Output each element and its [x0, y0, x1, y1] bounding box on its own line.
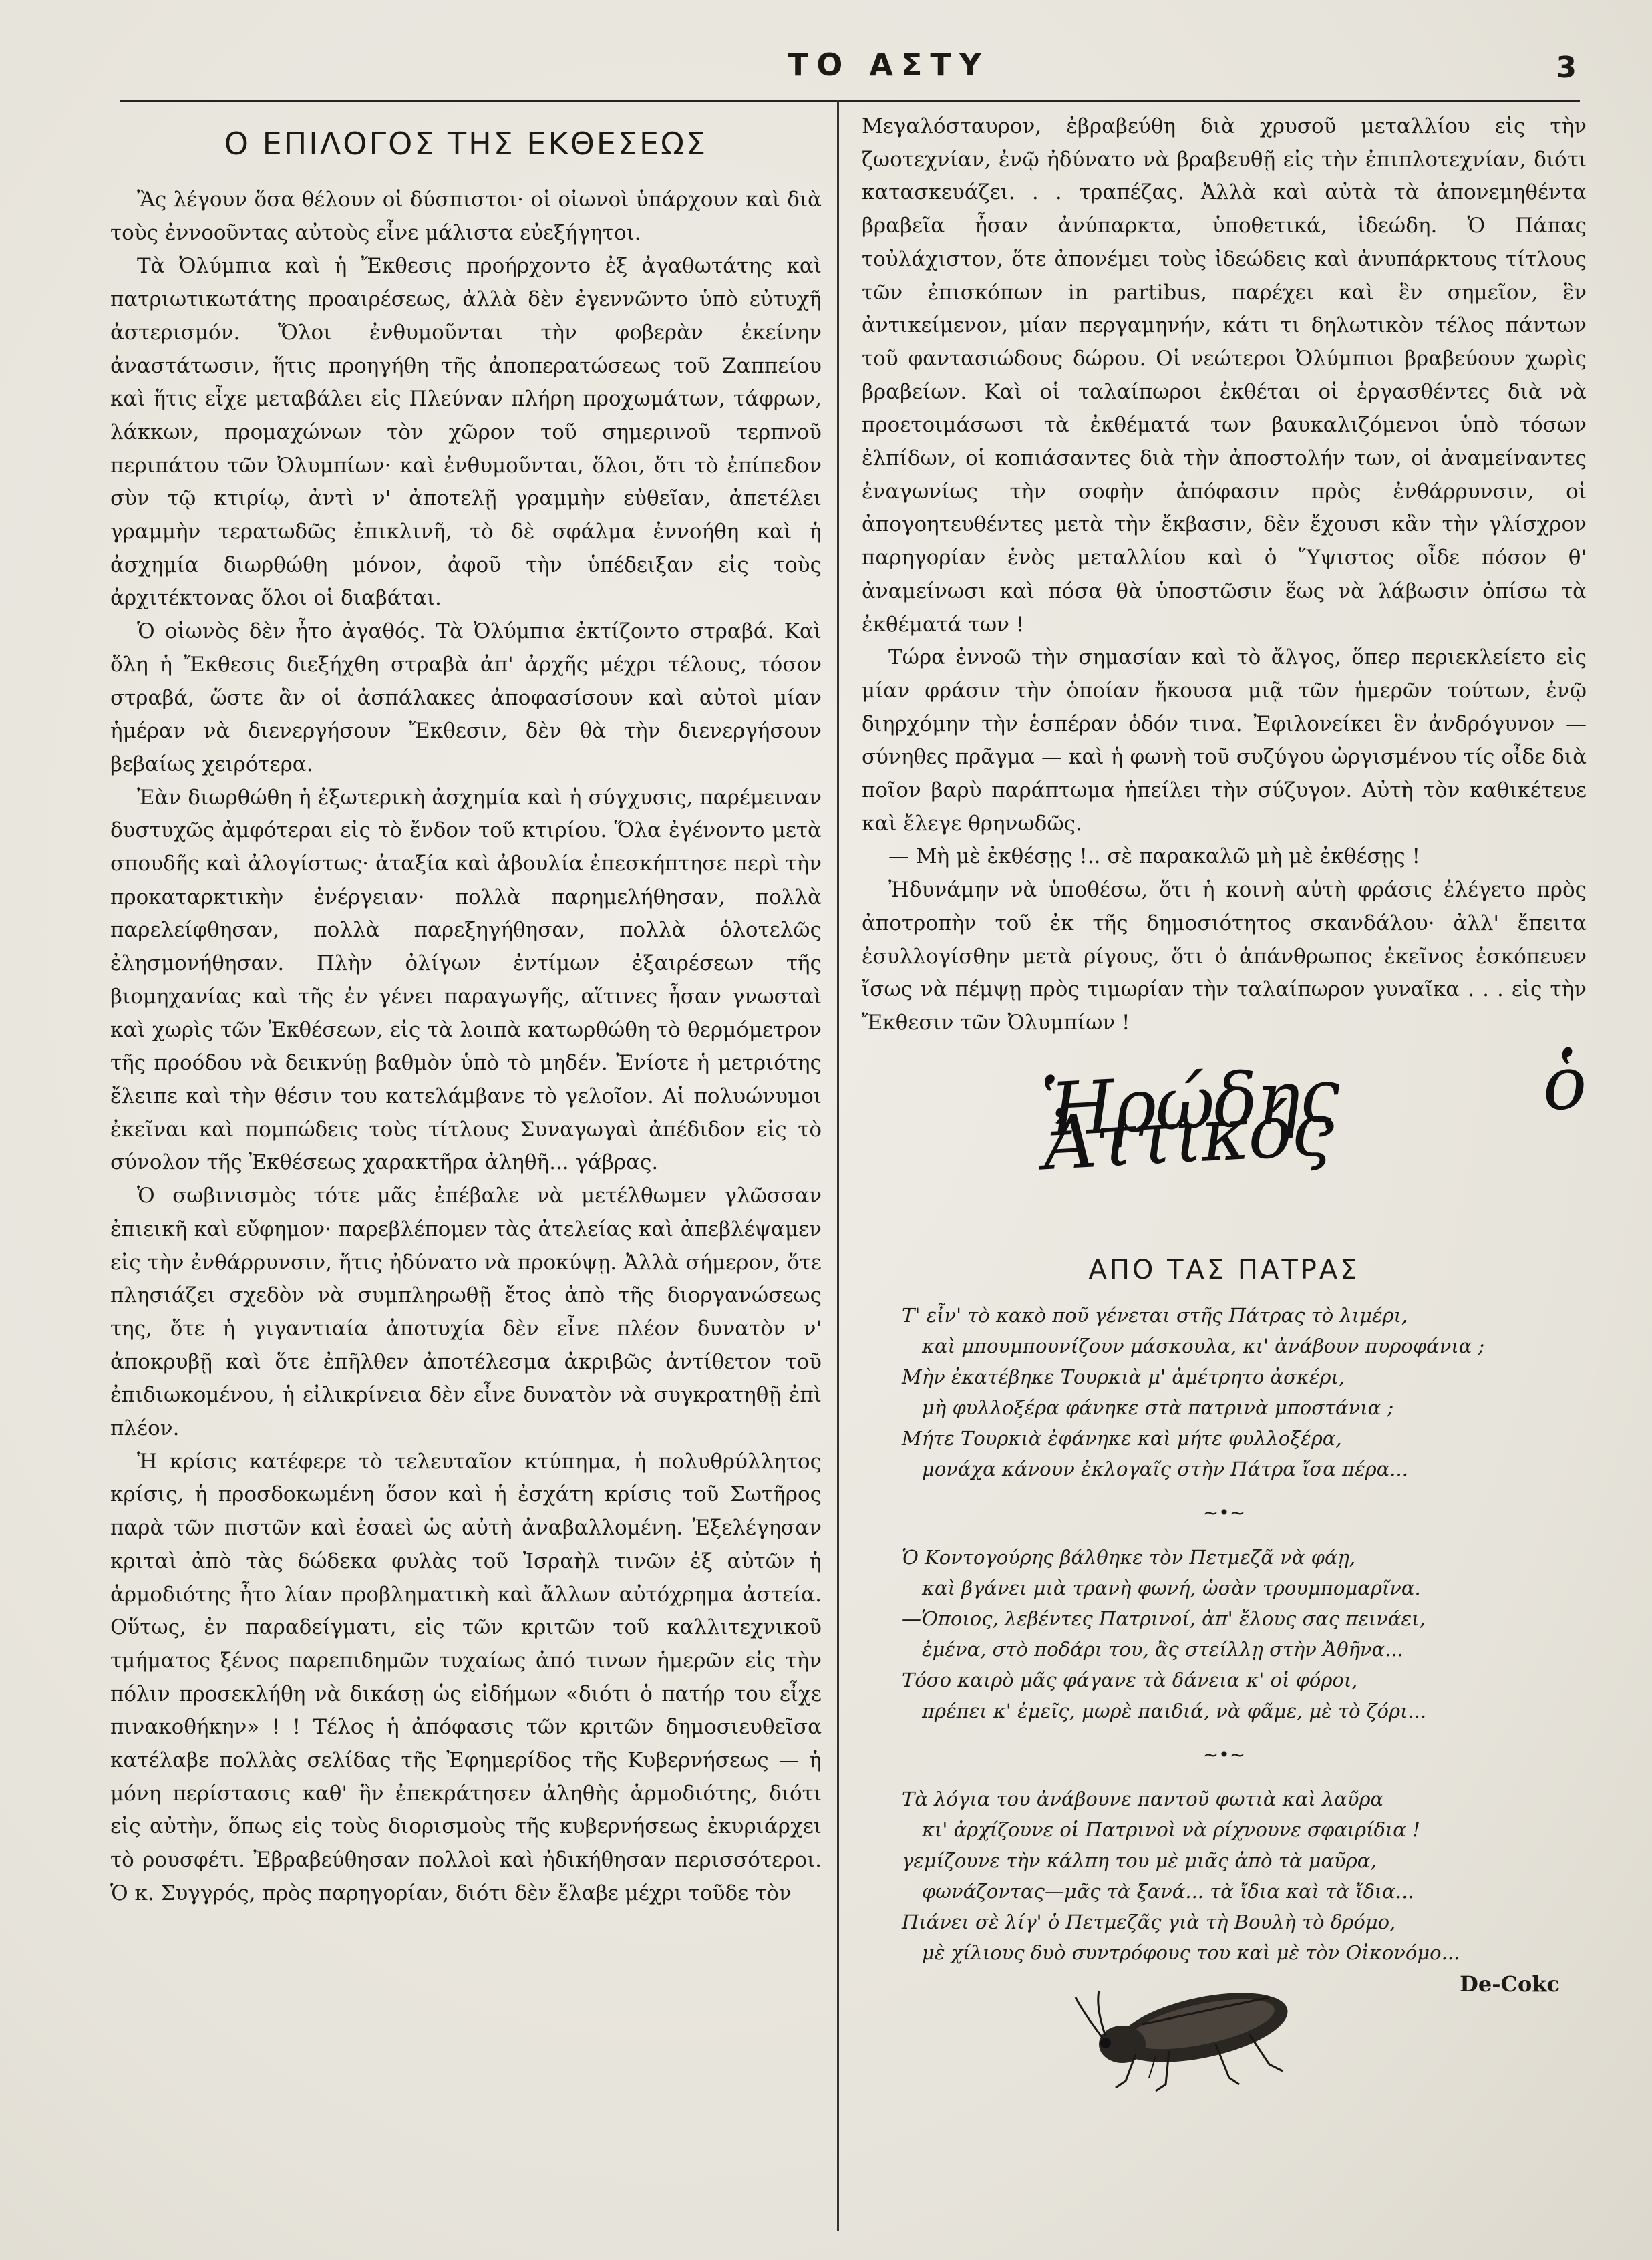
- article-paragraph: — Μὴ μὲ ἐκθέσῃς !.. σὲ παρακαλῶ μὴ μὲ ἐκθέσῃς !: [888, 844, 1420, 869]
- stanza-separator: ~•~: [1202, 1744, 1246, 1766]
- signature-area: [862, 1039, 1588, 1207]
- article-paragraph: Ἠδυνάμην νὰ ὑποθέσω, ὅτι ἡ κοινὴ αὐτὴ φράσις ἐλέγετο πρὸς ἀποτροπὴν τοῦ ἐκ τῆς δημοσιότητος σκανδάλου· ἀλλ' ἔπειτα ἐσυλλογίσθην μετὰ ρίγους, ὅτι ὁ ἀπάνθρωπος ἐκεῖνος ἐσκόπευεν ἴσως νὰ πέμψῃ πρὸς τιμωρίαν τὴν ταλαίπωρον γυναῖκα . . . εἰς τὴν Ἔκθεσιν τῶν Ὀλυμπίων !: [862, 878, 1587, 1035]
- article-paragraph: Ὁ οἰωνὸς δὲν ἦτο ἀγαθός. Τὰ Ὀλύμπια ἐκτίζοντο στραβά. Καὶ ὅλη ἡ Ἔκθεσις διεξήχθη στραβὰ ἀπ' ἀρχῆς μέχρι τέλους, τόσον στραβά, ὥστε ἂν οἱ ἀσπάλακες ἀποφασίσουν καὶ αὐτοὶ μίαν ἡμέραν νὰ διενεργήσουν Ἔκθεσιν, δὲν θὰ τὴν διενεργήσουν βεβαίως χειρότερα.: [110, 619, 822, 776]
- left-column: [110, 110, 822, 1911]
- column-divider: [837, 100, 839, 2231]
- poem-line: Μήτε Τουρκιὰ ἐφάνηκε καὶ μήτε φυλλοξέρα,: [902, 1427, 1342, 1450]
- poem-line: Ὁ Κοντογούρης βάλθηκε τὸν Πετμεζᾶ νὰ φάῃ,: [902, 1546, 1356, 1569]
- poem-line: καὶ βγάνει μιὰ τρανὴ φωνή, ὡσὰν τρουμπομαρῖνα.: [922, 1577, 1421, 1600]
- article-paragraph: Ἂς λέγουν ὅσα θέλουν οἱ δύσπιστοι· οἱ οἰωνοὶ ὑπάρχουν καὶ διὰ τοὺς ἐννοοῦντας αὐτοὺς εἶνε μάλιστα εὐεξήγητοι.: [110, 188, 822, 245]
- beetle-icon: [1069, 1971, 1309, 2098]
- poem-line: πρέπει κ' ἐμεῖς, μωρὲ παιδιά, νὰ φᾶμε, μὲ τὸ ζόρι...: [922, 1700, 1427, 1723]
- poem-line: μὲ χίλιους δυὸ συντρόφους του καὶ μὲ τὸν Οἰκονόμο...: [922, 1941, 1460, 1964]
- stanza-separator: ~•~: [1202, 1502, 1246, 1524]
- poem-line: γεμίζουνε τὴν κάλπη του μὲ μιᾶς ἀπὸ τὰ μαῦρα,: [902, 1848, 1377, 1872]
- article-paragraph: Ἡ κρίσις κατέφερε τὸ τελευταῖον κτύπημα, ἡ πολυθρύλλητος κρίσις, ἡ προσδοκωμένη ὅσον καὶ ἡ ἐσχάτη κρίσις τοῦ Σωτῆρος παρὰ τῶν πιστῶν καὶ ἐσαεὶ ὡς αὐτὴ ἀναβαλλομένη. Ἐξελέγησαν κριταὶ ἀπὸ τὰς δώδεκα φυλὰς τοῦ Ἰσραὴλ τινῶν ἐξ αὐτῶν ἡ ἁρμοδιότης ἦτο λίαν προβληματικὴ καὶ ἄλλων αὐτόχρημα ἀστεία. Οὕτως, ἐν παραδείγματι, εἰς τῶν κριτῶν τοῦ καλλιτεχνικοῦ τμήματος ξένος παρεπιδημῶν τυχαίως ἀπό τινων ἡμερῶν εἰς τὴν πόλιν προσεκλήθη νὰ δικάσῃ ὡς εἰδήμων «διότι ὁ πατήρ του εἶχε πινακοθήκην» ! ! Τέλος ἡ ἀπόφασις τῶν κριτῶν δημοσιευθεῖσα κατέλαβε πολλὰς σελίδας τῆς Ἐφημερίδος τῆς Κυβερνήσεως — ἡ μόνη περίστασις καθ' ἣν ἐπεκράτησεν ἀληθὴς ἁρμοδιότης, διότι εἰς αὐτὴν, ὅπως εἰς τοὺς διορισμοὺς τῆς κυβερνήσεως ἐκυριάρχει τὸ ρουσφέτι. Ἐβραβεύθησαν πολλοὶ καὶ ἠδικήθησαν περισσότεροι. Ὁ κ. Συγγρός, πρὸς παρηγορίαν, διότι δὲν ἔλαβε μέχρι τοῦδε τὸν: [110, 1449, 822, 1905]
- article-paragraph: Τὰ Ὀλύμπια καὶ ἡ Ἔκθεσις προήρχοντο ἐξ ἀγαθωτάτης καὶ πατριωτικωτάτης προαιρέσεως, ἀλλὰ δὲν ἐγεννῶντο ὑπὸ εὐτυχῆ ἀστερισμόν. Ὅλοι ἐνθυμοῦνται τὴν φοβερὰν ἐκείνην ἀναστάτωσιν, ἥτις προηγήθη τῆς ἀποπερατώσεως τοῦ Ζαππείου καὶ ἥτις εἶχε μεταβάλει εἰς Πλεύναν πλήρη προχωμάτων, τάφρων, λάκκων, προμαχώνων τὸν χῶρον τοῦ σημερινοῦ τερπνοῦ περιπάτου τῶν Ὀλυμπίων· καὶ ἐνθυμοῦνται, ὅλοι, ὅτι τὸ ἐπίπεδον σὺν τῷ κτιρίῳ, ἀντὶ ν' ἀποτελῇ γραμμὴν εὐθεῖαν, ἀπετέλει γραμμὴν τερατωδῶς ἐπικλινῆ, τὸ δὲ σφάλμα ἐννοήθη καὶ ἡ ἀσχημία διωρθώθη μόνον, ἀφοῦ τὴν ὑπέδειξαν εἰς τοὺς ἀρχιτέκτονας ὅλοι οἱ διαβάται.: [110, 254, 822, 611]
- article-paragraph: Τώρα ἐννοῶ τὴν σημασίαν καὶ τὸ ἄλγος, ὅπερ περιεκλείετο εἰς μίαν φράσιν τὴν ὁποίαν ἤκουσα μιᾷ τῶν ἡμερῶν τούτων, ἐνῷ διηρχόμην τὴν ἑσπέραν ὁδόν τινα. Ἐφιλονείκει ἓν ἀνδρόγυνον — σύνηθες πρᾶγμα — καὶ ἡ φωνὴ τοῦ συζύγου ὠργισμένου τίς οἶδε διὰ ποῖον βαρὺ παράπτωμα ἠπείλει τὴν σύζυγον. Αὐτὴ τὸν καθικέτευε καὶ ἔλεγε θρηνωδῶς.: [862, 645, 1587, 836]
- poem-line: —Ὁποιος, λεβέντες Πατρινοί, ἀπ' ἔλους σας πεινάει,: [902, 1607, 1426, 1631]
- page-header: [120, 40, 1577, 94]
- page-number: 3: [1556, 51, 1577, 85]
- article-paragraph: Ὁ σωβινισμὸς τότε μᾶς ἐπέβαλε νὰ μετέλθωμεν γλῶσσαν ἐπιεικῆ καὶ εὔφημον· παρεβλέπομεν τὰς ἀτελείας καὶ ἀπεβλέψαμεν εἰς τὴν ἐνθάρρυνσιν, ἥτις ἠδύνατο νὰ προκύψῃ. Ἀλλὰ σήμερον, ὅτε πλησιάζει σχεδὸν νὰ συμπληρωθῇ ἔτος ἀπὸ τῆς διοργανώσεως της, ὅτε ἡ γιγαντιαία ἀποτυχία δὲν εἶνε πλέον δυνατὸν ν' ἀποκρυβῇ καὶ ὅτε ἐπῆλθεν ἀποτέλεσμα ἀκριβῶς ἀντίθετον τοῦ ἐπιδιωκομένου, ἡ εἰλικρίνεια δὲν εἶνε δυνατὸν νὰ συγκρατηθῇ ἐπὶ πλέον.: [110, 1184, 822, 1441]
- header-rule: [120, 100, 1580, 102]
- poem-line: Τ' εἶν' τὸ κακὸ ποῦ γένεται στῆς Πάτρας τὸ λιμέρι,: [902, 1304, 1408, 1327]
- article-title: Ο ΕΠΙΛΟΓΟΣ ΤΗΣ ΕΚΘΕΣΕΩΣ: [224, 126, 708, 162]
- right-column: [862, 110, 1587, 2001]
- poem-stanza: [902, 1784, 1587, 1968]
- author-signature: Ἡρώδης ὁ Ἀττικός: [1039, 1039, 1588, 1186]
- poem-line: Τόσο καιρὸ μᾶς φάγανε τὰ δάνεια κ' οἱ φόροι,: [902, 1669, 1358, 1692]
- article-paragraph: Μεγαλόσταυρον, ἐβραβεύθη διὰ χρυσοῦ μεταλλίου εἰς τὴν ζωοτεχνίαν, ἐνῷ ἠδύνατο νὰ βραβευθῇ εἰς τὴν ἐπιπλοτεχνίαν, διότι κατασκευάζει. . . τραπέζας. Ἀλλὰ καὶ αὐτὰ τὰ ἀπονεμηθέντα βραβεῖα ἦσαν ἀνύπαρκτα, ὑποθετικά, ἰδεώδη. Ὁ Πάπας τοὐλάχιστον, ὅτε ἀπονέμει τοὺς ἰδεώδεις καὶ ἀνυπάρκτους τίτλους τῶν ἐπισκόπων in partibus, παρέχει καὶ ἓν σημεῖον, ἓν ἀντικείμενον, μίαν περγαμηνήν, κάτι τι δηλωτικὸν τέλος πάντων τοῦ φαντασιώδους δώρου. Οἱ νεώτεροι Ὀλύμπιοι βραβεύουν χωρὶς βραβείων. Καὶ οἱ ταλαίπωροι ἐκθέται οἱ ἐργασθέντες διὰ νὰ προετοιμάσωσι τὰ ἐκθέματά των βαυκαλιζόμενοι ὑπὸ τόσων ἐλπίδων, οἱ κοπιάσαντες διὰ τὴν ἀποστολήν των, οἱ ἀναμείναντες ἐναγωνίως τὴν σοφὴν ἀπόφασιν πρὸς ἐνθάρρυνσιν, οἱ ἀπογοητευθέντες μετὰ τὴν ἔκβασιν, δὲν ἔχουσι κἂν τὴν γλίσχρον παρηγορίαν ἑνὸς μεταλλίου καὶ ὁ Ὕψιστος οἶδε πόσον θ' ἀναμείνωσι καὶ πόσα θὰ ὑποστῶσιν ἕως νὰ λάβωσιν ὀπίσω τὰ ἐκθέματά των !: [862, 114, 1587, 637]
- masthead: ΤΟ ΑΣΤΥ: [787, 47, 990, 83]
- poem-line: φωνάζοντας—μᾶς τὰ ξανά... τὰ ἴδια καὶ τὰ ἴδια...: [922, 1879, 1414, 1903]
- poem-line: μονάχα κάνουν ἐκλογαῖς στὴν Πάτρα ἴσα πέρα...: [922, 1458, 1408, 1481]
- poem-line: κι' ἀρχίζουνε οἱ Πατρινοὶ νὰ ρίχνουνε σφαιρίδια !: [922, 1818, 1420, 1841]
- poem-line: Πιάνει σὲ λίγ' ὁ Πετμεζᾶς γιὰ τὴ Βουλὴ τὸ δρόμο,: [902, 1910, 1396, 1933]
- poem-line: Τὰ λόγια του ἀνάβουνε παντοῦ φωτιὰ καὶ λαῦρα: [902, 1787, 1384, 1810]
- poem-signature: De-Cokc: [1460, 1971, 1560, 1997]
- poem-title: ΑΠΟ ΤΑΣ ΠΑΤΡΑΣ: [1088, 1254, 1360, 1285]
- poem-line: μὴ φυλλοξέρα φάνηκε στὰ πατρινὰ μποστάνια ;: [922, 1396, 1394, 1420]
- poem-line: Μὴν ἐκατέβηκε Τουρκιὰ μ' ἀμέτρητο ἀσκέρι,: [902, 1365, 1345, 1389]
- poem-line: καὶ μπουμπουνίζουν μάσκουλα, κι' ἀνάβουν πυροφάνια ;: [922, 1335, 1485, 1358]
- poem-line: ἐμένα, στὸ ποδάρι του, ἂς στείλλῃ στὴν Ἀθῆνα...: [922, 1638, 1403, 1661]
- poem-stanza: [902, 1300, 1587, 1484]
- article-paragraph: Ἐὰν διωρθώθη ἡ ἐξωτερικὴ ἀσχημία καὶ ἡ σύγχυσις, παρέμειναν δυστυχῶς ἀμφότεραι εἰς τὸ ἔνδον τοῦ κτιρίου. Ὅλα ἐγένοντο μετὰ σπουδῆς καὶ ἀλογίστως· ἀταξία καὶ ἀβουλία ἐπεσκήπτησε περὶ τὴν προκαταρκτικὴν ἐνέργειαν· πολλὰ παρημελήθησαν, πολλὰ παρελείφθησαν, πολλὰ παρεξηγήθησαν, πολλὰ ὁλοτελῶς ἐλησμονήθησαν. Πλὴν ὀλίγων ἐντίμων ἐξαιρέσεων τῆς βιομηχανίας καὶ τῆς ἐν γένει παραγωγῆς, αἵτινες ἦσαν γνωσταὶ καὶ χωρὶς τῶν Ἐκθέσεων, εἰς τὰ λοιπὰ κατωρθώθη τὸ θερμόμετρον τῆς προόδου νὰ δεικνύῃ βαθμὸν ὑπὸ τὸ μηδέν. Ἐνίοτε ἡ μετριότης ἔλειπε καὶ τὴν θέσιν του κατελάμβανε τὸ γελοῖον. Αἱ πολυώνυμοι ἐκεῖναι καὶ πομπώδεις τοὺς τίτλους Συναγωγαὶ ἀπέδιδον εἰς τὸ σύνολον τῆς Ἐκθέσεως χαρακτῆρα ἀληθῆ... γάβρας.: [110, 785, 822, 1175]
- poem-stanza: [902, 1542, 1587, 1726]
